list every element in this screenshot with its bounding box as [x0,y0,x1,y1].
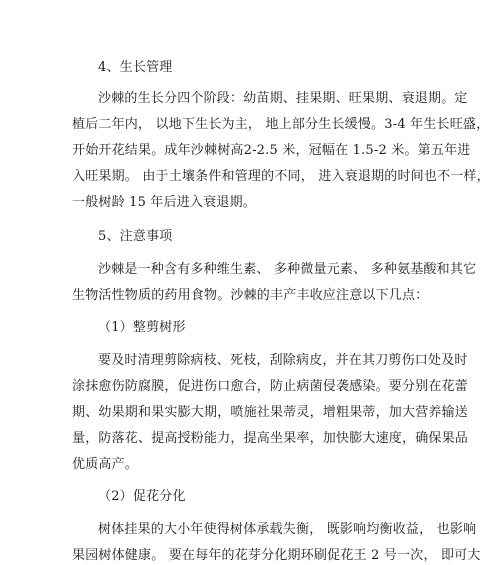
subsection-heading-pruning: （1）整剪树形 [98,320,186,335]
paragraph-line: 一般树龄 15 年后进入衰退期。 [72,195,257,210]
paragraph-line: 开始开花结果。成年沙棘树高2-2.5 米，冠幅在 1.5-2 米。第五年进 [72,143,471,158]
paragraph-line: 要及时清理剪除病枝、死枝，刮除病皮，并在其刀剪伤口处及时 [98,353,468,368]
section-heading-notes: 5、注意事项 [98,229,173,244]
paragraph-line: 沙棘的生长分四个阶段：幼苗期、挂果期、旺果期、衰退期。定 [98,91,468,106]
paragraph-line: 量，防落花、提高授粉能力，提高坐果率，加快膨大速度，确保果品 [72,431,469,446]
paragraph-line: 入旺果期。 由于土壤条件和管理的不同， 进入衰退期的时间也不一样， [72,169,490,184]
paragraph-line: 生物活性物质的药用食物。沙棘的丰产丰收应注意以下几点： [72,288,429,303]
paragraph-line: 果园树体健康。 要在每年的花芽分化期环刷促花王 2 号一次， 即可大 [72,548,481,563]
subsection-heading-flower-differentiation: （2）促花分化 [98,489,186,504]
paragraph-line: 树体挂果的大小年使得树体承载失衡， 既影响均衡收益， 也影响 [98,522,477,537]
section-heading-growth-management: 4、生长管理 [98,60,173,75]
paragraph-line: 植后二年内， 以地下生长为主， 地上部分生长缓慢。3-4 年生长旺盛， [72,117,490,132]
paragraph-line: 涂抹愈伤防腐膜，促进伤口愈合，防止病菌侵袭感染。要分别在花蕾 [72,379,469,394]
paragraph-line: 优质高产。 [72,457,139,472]
paragraph-line: 期、幼果期和果实膨大期，喷施社果蒂灵，增粗果蒂，加大营养输送 [72,405,469,420]
paragraph-line: 沙棘是一种含有多种维生素、 多种微量元素、 多种氨基酸和其它 [98,262,477,277]
